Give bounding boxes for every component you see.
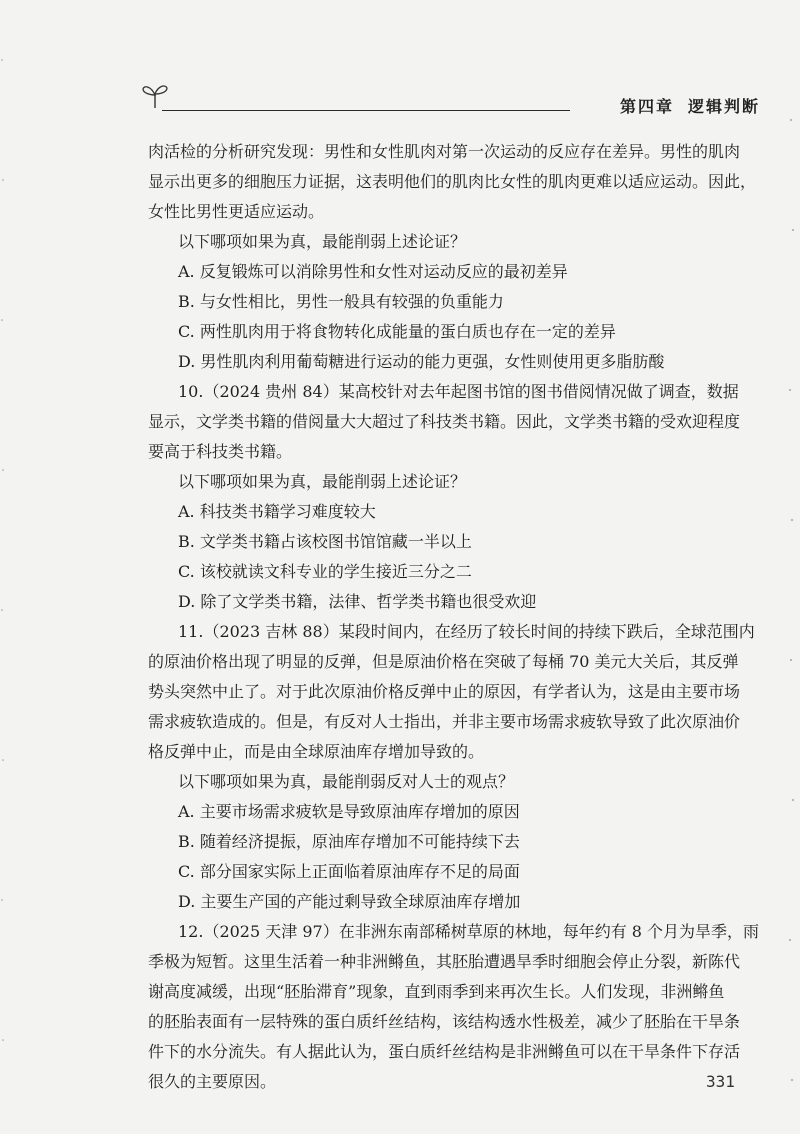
paragraph-start: 11.（2023 吉林 88）某段时间内，在经历了较长时间的持续下跌后，全球范围内 (178, 622, 755, 641)
option-line: C. 该校就读文科专业的学生接近三分之二 (178, 562, 472, 581)
text-line: 的胚胎表面有一层特殊的蛋白质纤丝结构，该结构透水性极差，减少了胚胎在干旱条 (148, 1012, 741, 1031)
sprout-icon (140, 80, 170, 110)
paragraph-start: 以下哪项如果为真，最能削弱反对人士的观点？ (178, 772, 515, 791)
paragraph-start: 12.（2025 天津 97）在非洲东南部稀树草原的林地，每年约有 8 个月为旱季，雨 (178, 922, 760, 941)
text-line: 格反弹中止，而是由全球原油库存增加导致的。 (148, 742, 485, 761)
main-text (148, 137, 760, 1097)
chapter-number: 第四章 (619, 97, 674, 116)
option-line: A. 主要市场需求疲软是导致原油库存增加的原因 (178, 802, 520, 821)
text-line: 势头突然中止了。对于此次原油价格反弹中止的原因，有学者认为，这是由主要市场 (148, 682, 741, 701)
page-header (140, 80, 780, 116)
text-line: 显示，文学类书籍的借阅量大大超过了科技类书籍。因此，文学类书籍的受欢迎程度 (148, 412, 741, 431)
section-title: 逻辑判断 (687, 97, 760, 116)
text-line: 很久的主要原因。 (148, 1072, 277, 1091)
option-line: C. 两性肌肉用于将食物转化成能量的蛋白质也存在一定的差异 (178, 322, 616, 341)
text-line: 季极为短暂。这里生活着一种非洲鳉鱼，其胚胎遭遇旱季时细胞会停止分裂，新陈代 (148, 952, 741, 971)
option-line: B. 与女性相比，男性一般具有较强的负重能力 (178, 292, 504, 311)
option-line: A. 反复锻炼可以消除男性和女性对运动反应的最初差异 (178, 262, 568, 281)
chapter-title (620, 94, 760, 117)
text-line: 的原油价格出现了明显的反弹，但是原油价格在突破了每桶 70 美元大关后，其反弹 (148, 652, 739, 671)
paragraph-start: 10.（2024 贵州 84）某高校针对去年起图书馆的图书借阅情况做了调查，数据 (178, 382, 739, 401)
option-line: D. 主要生产国的产能过剩导致全球原油库存增加 (178, 892, 521, 911)
paragraph-start: 以下哪项如果为真，最能削弱上述论证？ (178, 232, 467, 251)
option-line: A. 科技类书籍学习难度较大 (178, 502, 376, 521)
text-line: 女性比男性更适应运动。 (148, 202, 325, 221)
text-line: 显示出更多的细胞压力证据，这表明他们的肌肉比女性的肌肉更难以适应运动。因此， (148, 172, 757, 191)
option-line: D. 除了文学类书籍，法律、哲学类书籍也很受欢迎 (178, 592, 537, 611)
text-line: 件下的水分流失。有人据此认为，蛋白质纤丝结构是非洲鳉鱼可以在干旱条件下存活 (148, 1042, 741, 1061)
option-line: B. 随着经济提振，原油库存增加不可能持续下去 (178, 832, 520, 851)
option-line: D. 男性肌肉利用葡萄糖进行运动的能力更强，女性则使用更多脂肪酸 (178, 352, 665, 371)
header-rule (162, 110, 570, 111)
text-line: 谢高度减缓，出现“胚胎滞育”现象，直到雨季到来再次生长。人们发现，非洲鳉鱼 (148, 982, 725, 1001)
option-line: B. 文学类书籍占该校图书馆馆藏一半以上 (178, 532, 472, 551)
text-line: 要高于科技类书籍。 (148, 442, 293, 461)
scan-edge-right (788, 0, 796, 1130)
text-line: 需求疲软造成的。但是，有反对人士指出，并非主要市场需求疲软导致了此次原油价 (148, 712, 741, 731)
option-line: C. 部分国家实际上正面临着原油库存不足的局面 (178, 862, 520, 881)
paragraph-start: 以下哪项如果为真，最能削弱上述论证？ (178, 472, 467, 491)
page-number: 331 (706, 1072, 735, 1091)
scan-edge-left (0, 0, 6, 1130)
text-line: 肉活检的分析研究发现：男性和女性肌肉对第一次运动的反应存在差异。男性的肌肉 (148, 142, 741, 161)
